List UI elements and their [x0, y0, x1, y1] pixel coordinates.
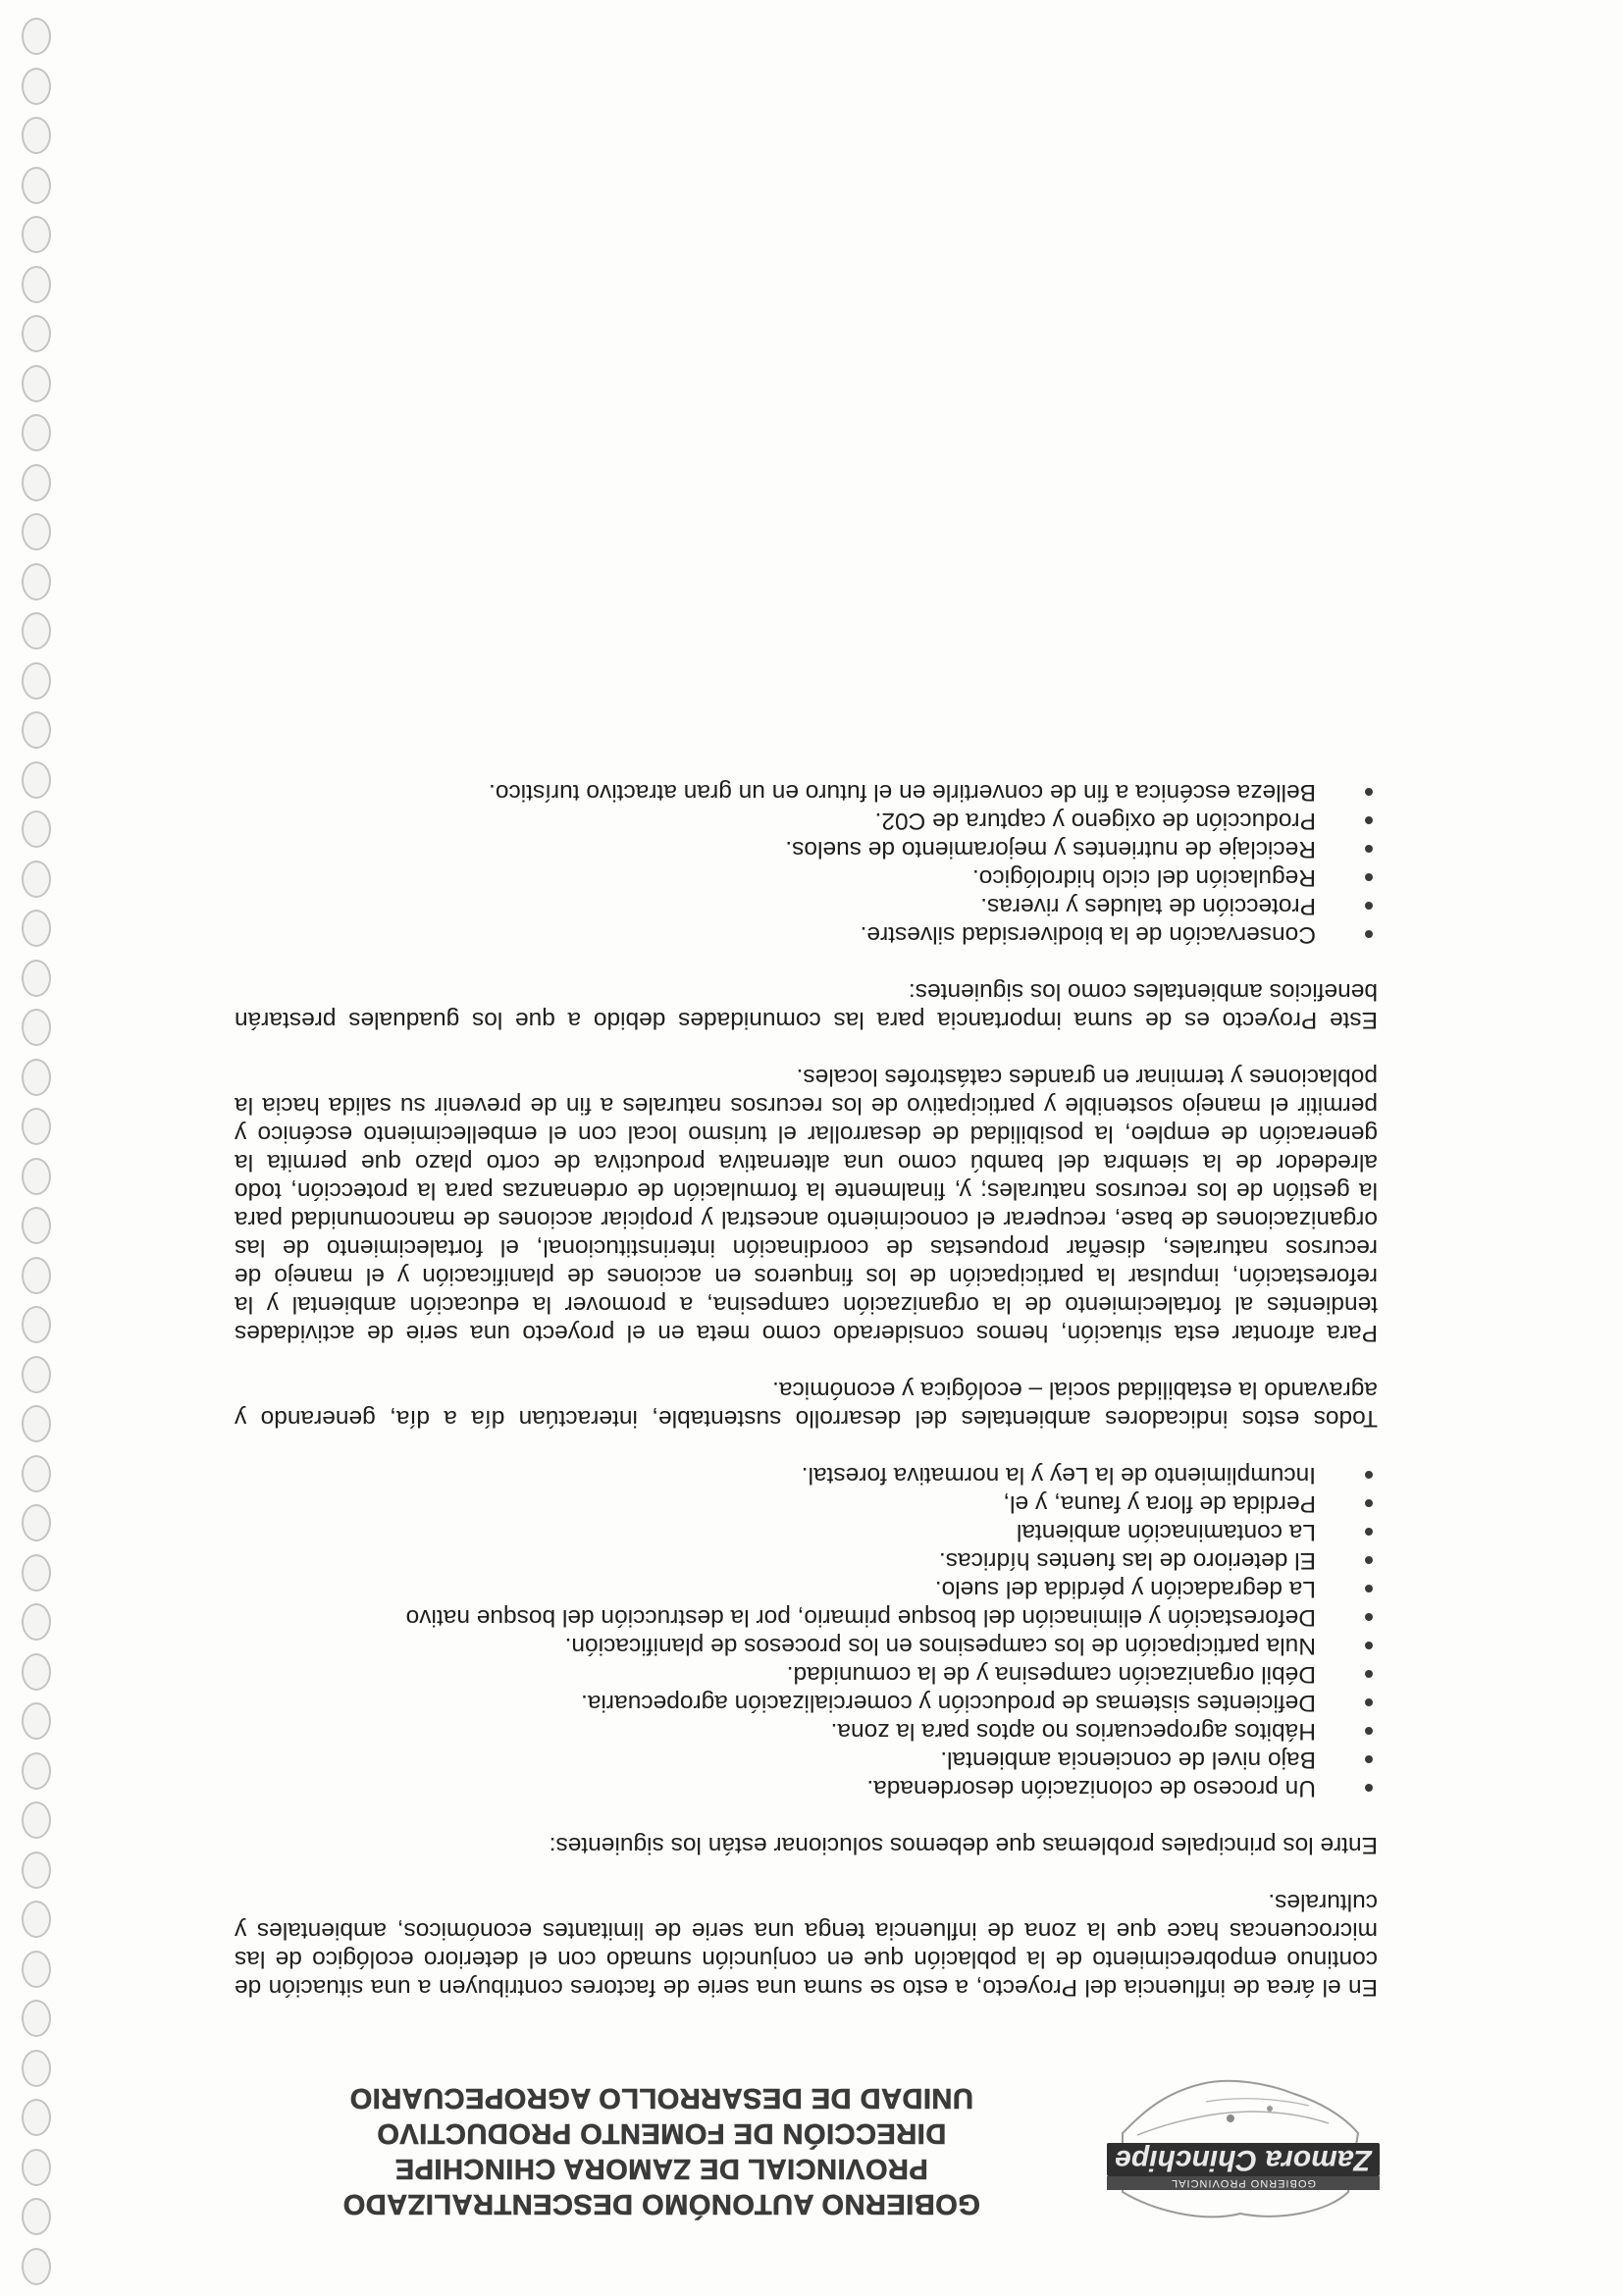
- bullet-icon: [1365, 1727, 1373, 1735]
- list-item-text: El deterioro de las fuentes hídricas.: [938, 1547, 1316, 1574]
- list-item: [235, 1603, 1316, 1632]
- letterhead: [230, 2055, 1387, 2231]
- list-item: [235, 1489, 1316, 1518]
- list-item-text: La contaminación ambiental: [1016, 1519, 1316, 1545]
- bullet-icon: [1365, 873, 1373, 881]
- institution-line: PROVINCIAL DE ZAMORA CHINCHIPE: [394, 2153, 928, 2184]
- intro-paragraph: En el área de influencia del Proyecto, a esto se suma una serie de factores contribuyen a una situación de continuo empobrecimiento de la población que en conjunción sumado con el deterioro ecológico de las microcuencas hace que la zona de influencia tenga una serie de limitantes económicos, ambientales y culturales.: [235, 1889, 1378, 2001]
- list-item-text: Conservación de la biodiversidad silvestre.: [860, 921, 1316, 948]
- list-item-text: Protección de taludes y riveras.: [980, 893, 1316, 919]
- list-item-text: Bajo nivel de conciencia ambiental.: [940, 1747, 1316, 1773]
- list-item-text: Belleza escénica a fin de convertirle en el futuro en un gran atractivo turístico.: [489, 779, 1316, 806]
- list-item-text: La degradación y pérdida del suelo.: [934, 1576, 1316, 1602]
- bullet-icon: [1365, 1755, 1373, 1763]
- list-item-text: Deforestación y eliminación del bosque primario, por la destrucción del bosque nativo: [405, 1604, 1316, 1631]
- institution-line: UNIDAD DE DESARROLLO AGROPECUARIO: [349, 2082, 973, 2113]
- list-item: [235, 1660, 1316, 1689]
- list-item: [235, 835, 1316, 863]
- bullet-icon: [1365, 816, 1373, 824]
- bullet-icon: [1365, 788, 1373, 796]
- list-item-text: Perdida de flora y fauna, y el,: [1003, 1490, 1316, 1517]
- bullet-icon: [1365, 1642, 1373, 1649]
- bullet-icon: [1365, 1471, 1373, 1479]
- bullet-icon: [1365, 1613, 1373, 1621]
- list-item: [235, 863, 1316, 892]
- bullet-icon: [1365, 1499, 1373, 1507]
- list-item-text: Incumplimiento de la Ley y la normativa forestal.: [801, 1462, 1316, 1488]
- list-item: [235, 778, 1316, 807]
- provincial-logo: [1103, 2074, 1387, 2231]
- institution-name: [239, 2080, 1083, 2221]
- list-item-text: Un proceso de colonización desordenada.: [866, 1775, 1316, 1801]
- logo-name: Zamora Chinchipe: [1107, 2143, 1380, 2176]
- problems-intro-paragraph: Entre los principales problemas que debemos solucionar están los siguientes:: [549, 1832, 1378, 1858]
- institution-line: DIRECCIÓN DE FOMENTO PRODUCTIVO: [376, 2117, 947, 2149]
- bullet-icon: [1365, 1556, 1373, 1564]
- problems-list: [235, 1461, 1378, 1802]
- list-item: [235, 1689, 1316, 1717]
- document-body: [235, 750, 1378, 2002]
- bullet-icon: [1365, 930, 1373, 938]
- bullet-icon: [1365, 902, 1373, 910]
- benefits-list: [235, 778, 1378, 949]
- list-item-text: Nula participación de los campesinos en los procesos de planificación.: [564, 1633, 1316, 1659]
- list-item-text: Regulación del ciclo hidrológico.: [971, 864, 1316, 891]
- list-item-text: Hábitos agropecuarios no aptos para la zona.: [830, 1718, 1316, 1745]
- list-item: [235, 1461, 1316, 1489]
- bullet-icon: [1365, 1528, 1373, 1536]
- list-item: [235, 1774, 1316, 1802]
- bullet-icon: [1365, 1698, 1373, 1706]
- list-item: [235, 920, 1316, 949]
- list-item-text: Producción de oxigeno y captura de C02.: [874, 808, 1316, 834]
- list-item-text: Débil organización campesina y de la comunidad.: [786, 1661, 1316, 1688]
- list-item-text: Deficientes sistemas de producción y comercialización agropecuaria.: [581, 1690, 1316, 1716]
- bullet-icon: [1365, 845, 1373, 853]
- list-item-text: Reciclaje de nutrientes y mejoramiento de suelos.: [785, 836, 1316, 862]
- bullet-icon: [1365, 1585, 1373, 1592]
- list-item: [235, 807, 1316, 835]
- benefits-intro-paragraph: Este Proyecto es de suma importancia para las comunidades debido a que los guaduales prestarán beneficios ambientales como los siguientes:: [235, 978, 1378, 1033]
- bullet-icon: [1365, 1784, 1373, 1792]
- list-item: [235, 1746, 1316, 1774]
- list-item: [235, 1518, 1316, 1546]
- list-item: [235, 1632, 1316, 1660]
- logo-org-text: GOBIERNO PROVINCIAL: [1107, 2176, 1380, 2190]
- list-item: [235, 1546, 1316, 1575]
- approach-paragraph: Para afrontar esta situación, hemos considerado como meta en el proyecto una serie de actividades tendientes al fortalecimiento de la organización campesina, a promover la educación ambiental y la reforestación, impulsar la participación de los finqueros en acciones de planificación y el manejo de recursos naturales, diseñar propuestas de coordinación interinstitucional, el fortalecimiento de las organizaciones de base, recuperar el conocimiento ancestral y propiciar acciones de mancomunidad para la gestión de los recursos naturales; y, finalmente la formulación de ordenanzas para la protección, todo alrededor de la siembra del bambú como una alternativa productiva de corto plazo que permita la generación de empleo, la posibilidad de desarrollar el turismo local con el embellecimiento escénico y permitir el manejo sostenible y participativo de los recursos naturales a fin de prevenir su salida hacia la poblaciones y terminar en grandes catástrofes locales.: [235, 1064, 1378, 1346]
- list-item: [235, 1575, 1316, 1603]
- list-item: [235, 892, 1316, 920]
- list-item: [235, 1717, 1316, 1746]
- indicators-paragraph: Todos estos indicadores ambientales del desarrollo sustentable, interactúan día a día, generando y agravando la estabilidad social – ecológica y económica.: [235, 1377, 1378, 1432]
- institution-line: GOBIERNO AUTONÓMO DESCENTRALIZADO: [342, 2188, 980, 2219]
- bullet-icon: [1365, 1670, 1373, 1678]
